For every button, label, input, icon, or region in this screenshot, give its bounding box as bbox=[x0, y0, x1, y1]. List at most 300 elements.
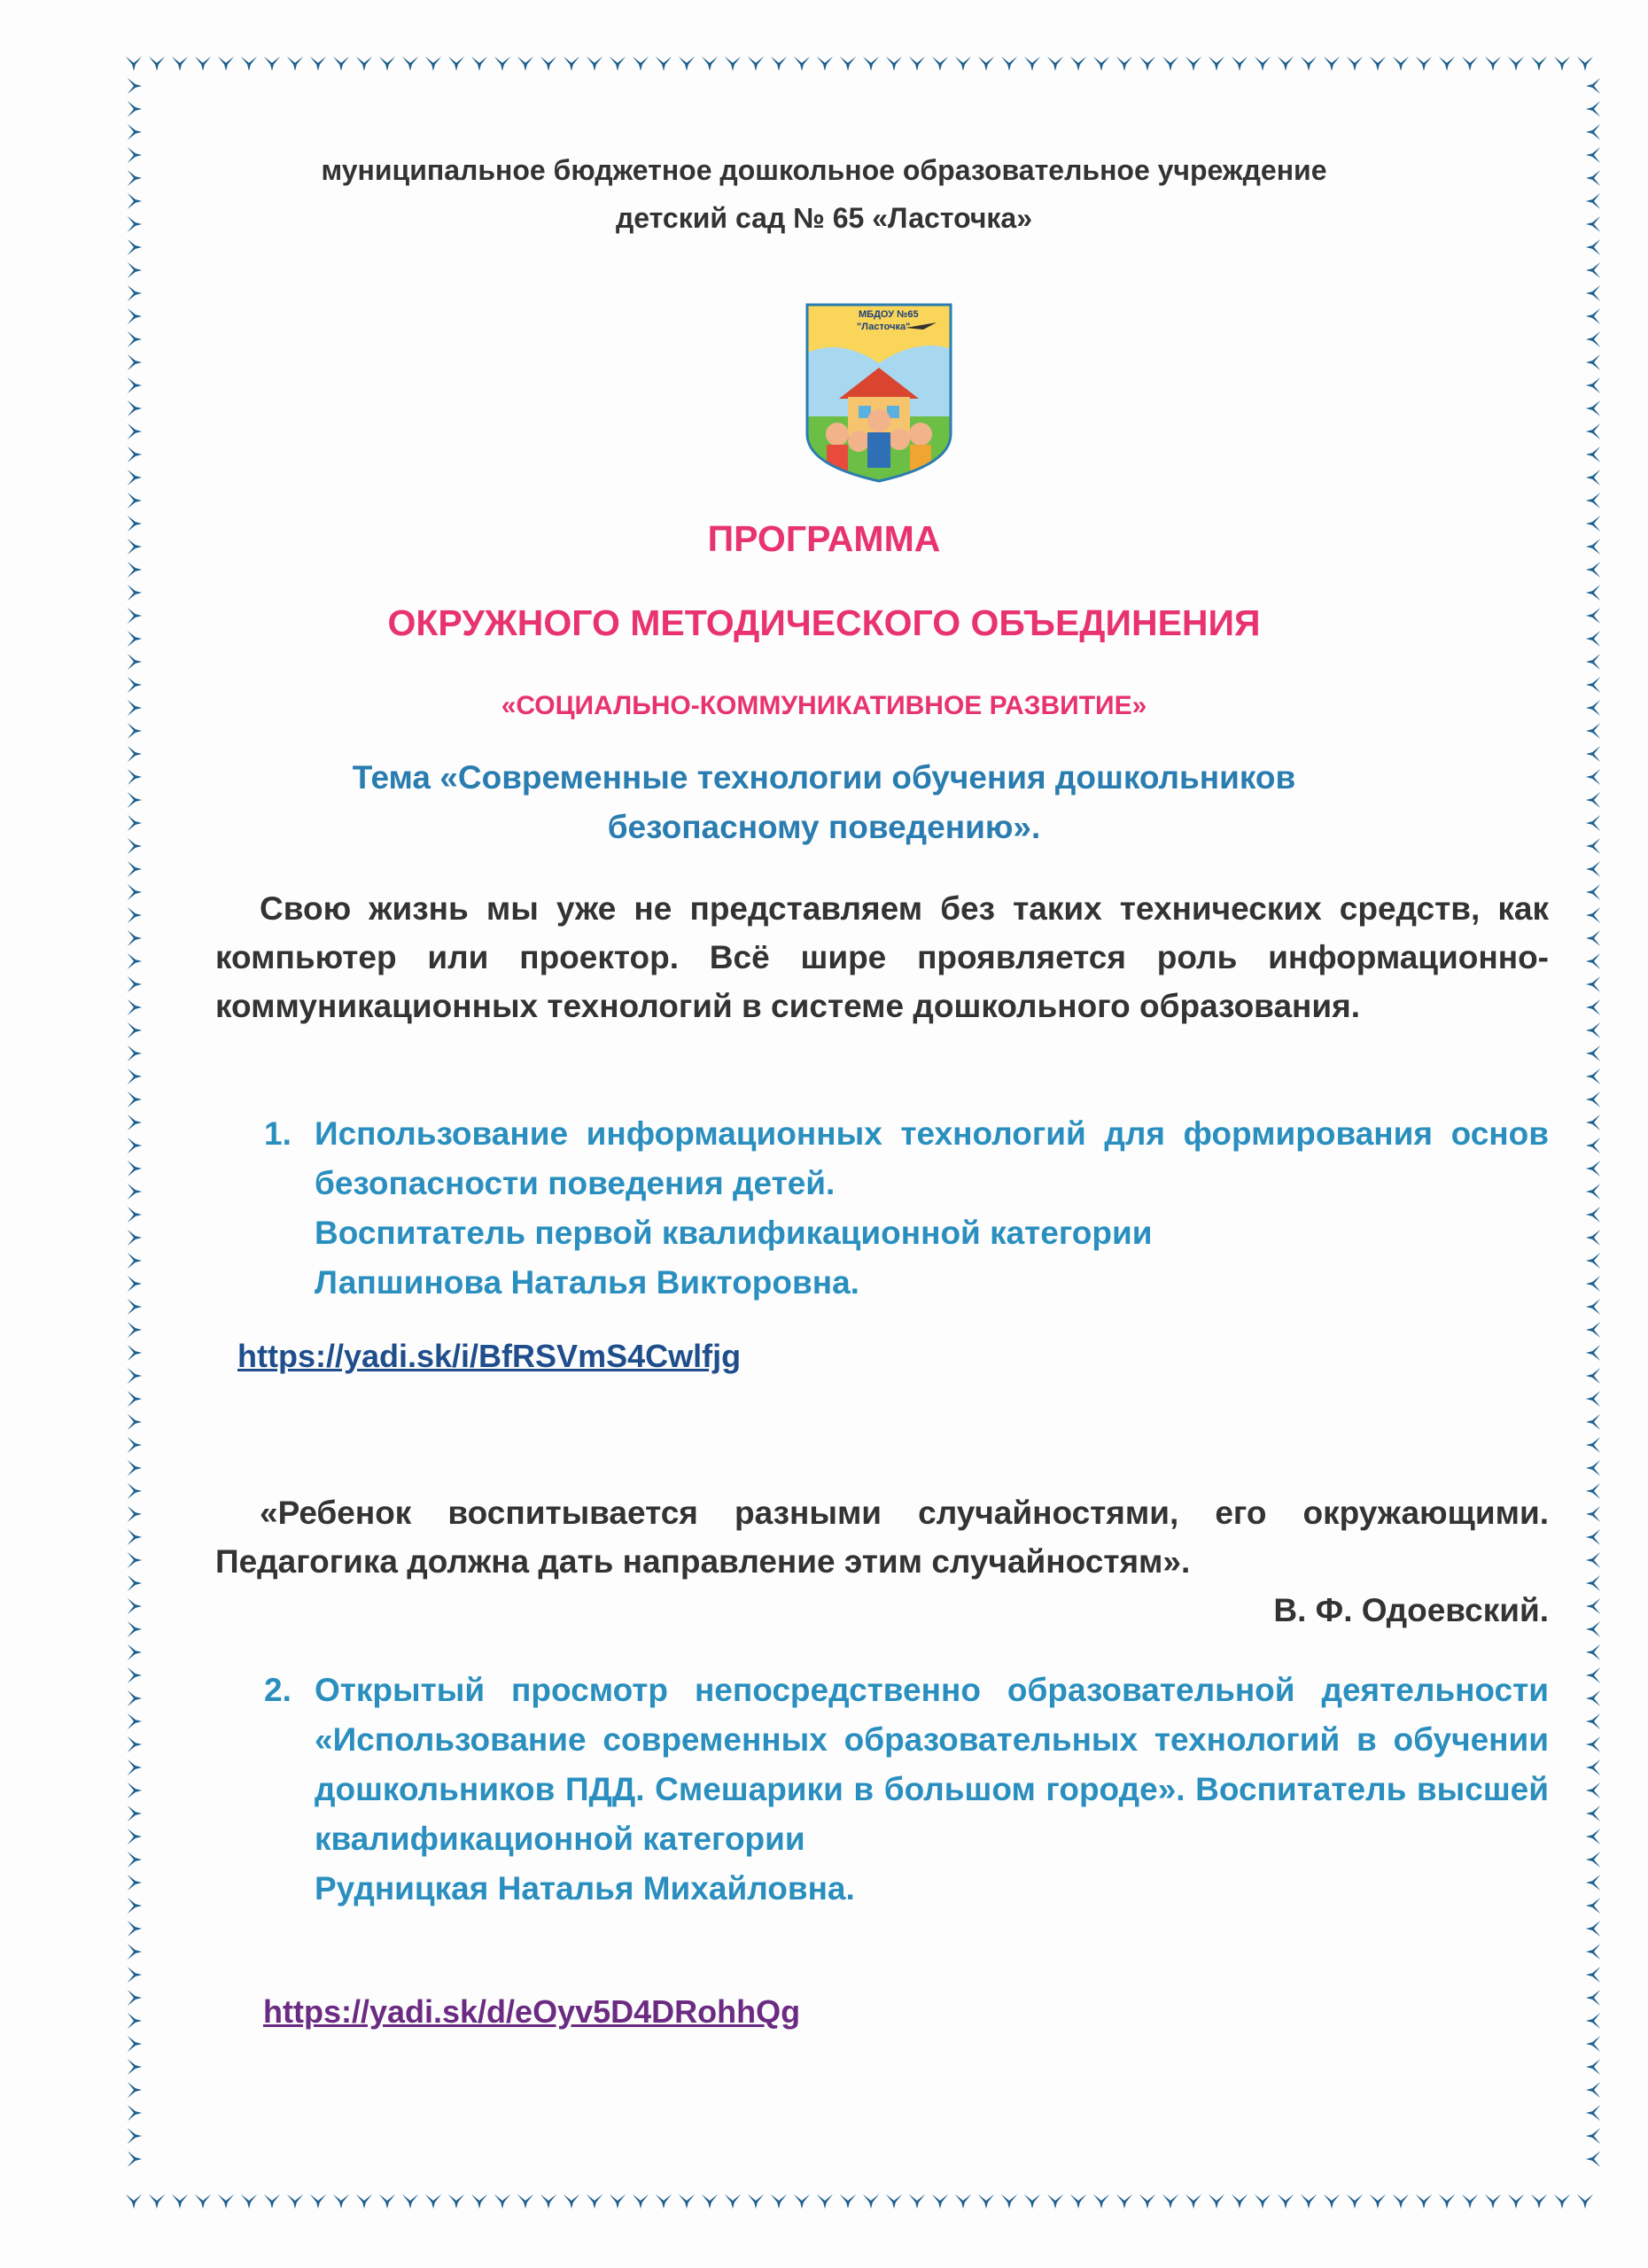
border-bird-icon bbox=[702, 2194, 718, 2210]
border-bird-icon bbox=[128, 78, 143, 94]
border-bird-icon bbox=[128, 1276, 143, 1292]
border-bird-icon bbox=[128, 1736, 143, 1752]
border-bird-icon bbox=[128, 1483, 143, 1499]
border-bird-icon bbox=[1586, 1345, 1601, 1361]
border-bird-icon bbox=[886, 57, 902, 71]
border-bird-icon bbox=[540, 57, 556, 71]
border-bird-icon bbox=[128, 1944, 143, 1960]
border-bird-icon bbox=[1139, 57, 1155, 71]
border-bird-icon bbox=[1070, 2194, 1086, 2210]
border-bird-icon bbox=[128, 953, 143, 969]
border-bird-icon bbox=[1531, 57, 1547, 71]
border-bird-icon bbox=[564, 2194, 579, 2210]
border-bird-icon bbox=[379, 2194, 395, 2210]
border-bird-icon bbox=[1586, 1529, 1601, 1545]
border-bird-icon bbox=[817, 57, 833, 71]
border-bird-icon bbox=[128, 1184, 143, 1200]
border-bird-icon bbox=[1586, 1806, 1601, 1821]
border-bird-icon bbox=[1586, 654, 1601, 670]
border-bird-icon bbox=[656, 57, 672, 71]
border-bird-icon bbox=[1586, 2105, 1601, 2121]
border-bird-icon bbox=[1232, 57, 1248, 71]
topic-line-1: Тема «Современные технологии обучения дошкольников bbox=[352, 759, 1296, 796]
border-bird-icon bbox=[748, 2194, 764, 2210]
border-bird-icon bbox=[172, 2194, 188, 2210]
border-bird-icon bbox=[610, 57, 626, 71]
border-bird-icon bbox=[1586, 1621, 1601, 1637]
border-bird-icon bbox=[1185, 2194, 1201, 2210]
border-bird-icon bbox=[128, 377, 143, 393]
border-bird-icon bbox=[1116, 57, 1132, 71]
border-bird-icon bbox=[1024, 57, 1040, 71]
border-bird-icon bbox=[1586, 2151, 1601, 2167]
border-bird-icon bbox=[1162, 2194, 1178, 2210]
border-bird-icon bbox=[128, 861, 143, 877]
border-bird-icon bbox=[1047, 2194, 1063, 2210]
border-bird-icon bbox=[128, 2013, 143, 2029]
border-bird-icon bbox=[471, 57, 487, 71]
border-bird-icon bbox=[128, 447, 143, 462]
border-bird-icon bbox=[128, 1875, 143, 1891]
border-bird-icon bbox=[909, 2194, 925, 2210]
border-bird-icon bbox=[128, 1022, 143, 1038]
border-bird-icon bbox=[1586, 1115, 1601, 1130]
border-bird-icon bbox=[1586, 1253, 1601, 1269]
border-bird-icon bbox=[128, 124, 143, 140]
border-bird-icon bbox=[128, 1898, 143, 1914]
border-bird-icon bbox=[886, 2194, 902, 2210]
border-bird-icon bbox=[128, 262, 143, 278]
border-bird-icon bbox=[494, 2194, 510, 2210]
item-speaker-name: Рудницкая Наталья Михайловна. bbox=[315, 1870, 855, 1907]
border-bird-icon bbox=[1586, 124, 1601, 140]
border-bird-icon bbox=[128, 1506, 143, 1522]
border-bird-icon bbox=[128, 1713, 143, 1729]
border-bird-icon bbox=[610, 2194, 626, 2210]
border-bird-icon bbox=[1586, 2036, 1601, 2052]
border-bird-icon bbox=[1001, 2194, 1017, 2210]
program-item-1 bbox=[264, 1109, 1549, 1308]
border-bird-icon bbox=[128, 907, 143, 923]
border-bird-icon bbox=[128, 1759, 143, 1775]
border-bird-icon bbox=[725, 2194, 741, 2210]
border-bird-icon bbox=[1586, 1368, 1601, 1384]
border-bird-icon bbox=[287, 2194, 303, 2210]
border-bird-icon bbox=[128, 1115, 143, 1130]
logo-text-line-2: "Ласточка" bbox=[857, 322, 911, 332]
border-bird-icon bbox=[128, 1667, 143, 1683]
border-bird-icon bbox=[1586, 1690, 1601, 1706]
border-bird-icon bbox=[1586, 884, 1601, 900]
border-bird-icon bbox=[128, 1598, 143, 1614]
border-bird-icon bbox=[1586, 1184, 1601, 1200]
border-bird-icon bbox=[128, 2128, 143, 2144]
border-bird-icon bbox=[1586, 1667, 1601, 1683]
border-bird-icon bbox=[128, 1322, 143, 1338]
border-bird-icon bbox=[241, 2194, 257, 2210]
yandex-disk-link-1[interactable]: https://yadi.sk/i/BfRSVmS4Cwlfjg bbox=[237, 1338, 742, 1374]
border-bird-icon bbox=[1047, 57, 1063, 71]
topic-heading bbox=[0, 753, 1648, 852]
border-bird-icon bbox=[195, 57, 211, 71]
border-bird-icon bbox=[128, 1967, 143, 1983]
border-bird-icon bbox=[817, 2194, 833, 2210]
border-bird-icon bbox=[1586, 1990, 1601, 2006]
border-bird-icon bbox=[1586, 1852, 1601, 1868]
border-bird-icon bbox=[656, 2194, 672, 2210]
border-bird-icon bbox=[1586, 1575, 1601, 1591]
border-bird-icon bbox=[1577, 2194, 1593, 2210]
border-bird-icon bbox=[679, 57, 695, 71]
organization-name bbox=[0, 146, 1648, 242]
border-bird-icon bbox=[128, 1299, 143, 1315]
border-bird-icon bbox=[1586, 1045, 1601, 1061]
border-bird-icon bbox=[128, 1414, 143, 1430]
border-bird-icon bbox=[517, 57, 533, 71]
quote-paragraph bbox=[215, 1488, 1549, 1635]
border-bird-icon bbox=[128, 1990, 143, 2006]
border-bird-icon bbox=[128, 1207, 143, 1223]
border-bird-icon bbox=[128, 1921, 143, 1937]
border-bird-icon bbox=[1586, 1783, 1601, 1798]
logo-text-line-1: МБДОУ №65 bbox=[859, 309, 919, 320]
border-bird-icon bbox=[1586, 1276, 1601, 1292]
border-bird-icon bbox=[1586, 308, 1601, 324]
border-bird-icon bbox=[128, 1852, 143, 1868]
border-bird-icon bbox=[1586, 562, 1601, 578]
border-bird-icon bbox=[1162, 57, 1178, 71]
border-bird-icon bbox=[425, 2194, 441, 2210]
border-bird-icon bbox=[128, 285, 143, 301]
border-bird-icon bbox=[1324, 2194, 1340, 2210]
border-bird-icon bbox=[1093, 2194, 1109, 2210]
border-bird-icon bbox=[1586, 1875, 1601, 1891]
item-number: 1. bbox=[264, 1115, 292, 1152]
border-bird-icon bbox=[1209, 2194, 1224, 2210]
border-bird-icon bbox=[128, 1437, 143, 1453]
border-bird-icon bbox=[356, 2194, 372, 2210]
border-bird-icon bbox=[1586, 861, 1601, 877]
item-description: Открытый просмотр непосредственно образовательной деятельности «Использование современных образовательных технологий в обучении дошкольников ПДД. Смешарики в большом городе». Воспитатель высшей квалификационной категории bbox=[315, 1672, 1549, 1857]
border-bird-icon bbox=[1586, 400, 1601, 416]
border-bird-icon bbox=[517, 2194, 533, 2210]
border-bird-icon bbox=[1586, 585, 1601, 601]
border-bird-icon bbox=[1586, 101, 1601, 117]
border-bird-icon bbox=[564, 57, 579, 71]
border-bird-icon bbox=[128, 1045, 143, 1061]
border-bird-icon bbox=[840, 2194, 856, 2210]
border-bird-icon bbox=[128, 1644, 143, 1660]
border-bird-icon bbox=[1485, 57, 1501, 71]
border-bird-icon bbox=[379, 57, 395, 71]
border-bird-icon bbox=[128, 1552, 143, 1568]
border-bird-icon bbox=[356, 57, 372, 71]
border-bird-icon bbox=[1586, 470, 1601, 485]
border-bird-icon bbox=[1301, 57, 1317, 71]
border-bird-icon bbox=[1508, 2194, 1524, 2210]
border-bird-icon bbox=[1586, 1552, 1601, 1568]
border-bird-icon bbox=[1586, 1161, 1601, 1177]
program-subtitle: ОКРУЖНОГО МЕТОДИЧЕСКОГО ОБЪЕДИНЕНИЯ bbox=[387, 602, 1261, 643]
border-bird-icon bbox=[932, 2194, 948, 2210]
border-bird-icon bbox=[128, 1091, 143, 1107]
border-bird-icon bbox=[128, 1391, 143, 1407]
border-bird-icon bbox=[333, 2194, 349, 2210]
item-description: Использование информационных технологий для формирования основ безопасности поведения детей. bbox=[315, 1115, 1549, 1201]
border-bird-icon bbox=[1586, 1414, 1601, 1430]
border-bird-icon bbox=[1586, 1967, 1601, 1983]
border-bird-icon bbox=[1586, 1506, 1601, 1522]
border-bird-icon bbox=[1531, 2194, 1547, 2210]
border-bird-icon bbox=[128, 1690, 143, 1706]
border-bird-icon bbox=[128, 1529, 143, 1545]
border-bird-icon bbox=[128, 562, 143, 578]
border-bird-icon bbox=[128, 1161, 143, 1177]
border-bird-icon bbox=[1586, 331, 1601, 347]
border-bird-icon bbox=[1093, 57, 1109, 71]
border-bird-icon bbox=[794, 2194, 810, 2210]
border-bird-icon bbox=[128, 1806, 143, 1821]
border-bird-icon bbox=[1586, 493, 1601, 509]
border-bird-icon bbox=[149, 57, 165, 71]
border-bird-icon bbox=[1586, 953, 1601, 969]
border-bird-icon bbox=[1554, 57, 1570, 71]
border-bird-icon bbox=[128, 1230, 143, 1246]
border-bird-icon bbox=[128, 884, 143, 900]
border-bird-icon bbox=[1586, 999, 1601, 1015]
border-bird-icon bbox=[128, 1345, 143, 1361]
intro-paragraph: Свою жизнь мы уже не представляем без таких технических средств, как компьютер или проектор. Всё шире проявляется роль информационно-коммуникационных технологий в системе дошкольного образования. bbox=[215, 890, 1549, 1024]
border-bird-icon bbox=[1586, 1921, 1601, 1937]
border-bird-icon bbox=[448, 2194, 464, 2210]
border-bird-icon bbox=[1209, 57, 1224, 71]
border-bird-icon bbox=[725, 57, 741, 71]
border-bird-icon bbox=[932, 57, 948, 71]
border-bird-icon bbox=[1586, 2013, 1601, 2029]
border-bird-icon bbox=[128, 331, 143, 347]
org-line-2: детский сад № 65 «Ласточка» bbox=[615, 202, 1033, 234]
border-bird-icon bbox=[540, 2194, 556, 2210]
border-bird-icon bbox=[1116, 2194, 1132, 2210]
border-bird-icon bbox=[1416, 2194, 1432, 2210]
border-bird-icon bbox=[425, 57, 441, 71]
border-bird-icon bbox=[128, 470, 143, 485]
border-bird-icon bbox=[978, 2194, 994, 2210]
border-bird-icon bbox=[1347, 2194, 1363, 2210]
border-bird-icon bbox=[1324, 57, 1340, 71]
border-bird-icon bbox=[1370, 2194, 1386, 2210]
border-bird-icon bbox=[1001, 57, 1017, 71]
border-bird-icon bbox=[1586, 377, 1601, 393]
border-bird-icon bbox=[310, 57, 326, 71]
border-bird-icon bbox=[1586, 1230, 1601, 1246]
border-bird-icon bbox=[794, 57, 810, 71]
yandex-disk-link-2[interactable]: https://yadi.sk/d/eOyv5D4DRohhQg bbox=[263, 1993, 801, 2030]
item-speaker-role: Воспитатель первой квалификационной категории bbox=[315, 1215, 1153, 1251]
border-bird-icon bbox=[1278, 2194, 1294, 2210]
border-bird-icon bbox=[1586, 1460, 1601, 1476]
border-bird-icon bbox=[471, 2194, 487, 2210]
border-bird-icon bbox=[1393, 57, 1409, 71]
border-bird-icon bbox=[128, 354, 143, 370]
border-bird-icon bbox=[128, 1621, 143, 1637]
border-bird-icon bbox=[1586, 1944, 1601, 1960]
border-bird-icon bbox=[1586, 1644, 1601, 1660]
border-bird-icon bbox=[494, 57, 510, 71]
border-bird-icon bbox=[128, 1783, 143, 1798]
border-bird-icon bbox=[128, 999, 143, 1015]
border-bird-icon bbox=[909, 57, 925, 71]
border-bird-icon bbox=[287, 57, 303, 71]
border-bird-icon bbox=[1586, 1759, 1601, 1775]
border-bird-icon bbox=[128, 1829, 143, 1845]
border-bird-icon bbox=[587, 57, 602, 71]
border-bird-icon bbox=[1485, 2194, 1501, 2210]
border-bird-icon bbox=[126, 57, 142, 71]
border-bird-icon bbox=[863, 57, 879, 71]
border-bird-icon bbox=[333, 57, 349, 71]
border-bird-icon bbox=[128, 1460, 143, 1476]
border-bird-icon bbox=[128, 101, 143, 117]
border-bird-icon bbox=[1586, 2059, 1601, 2075]
org-line-1: муниципальное бюджетное дошкольное образовательное учреждение bbox=[321, 154, 1327, 186]
border-bird-icon bbox=[128, 1138, 143, 1153]
border-bird-icon bbox=[702, 57, 718, 71]
border-bird-icon bbox=[128, 1575, 143, 1591]
border-bird-icon bbox=[1586, 1022, 1601, 1038]
border-bird-icon bbox=[1586, 285, 1601, 301]
border-bird-icon bbox=[128, 1368, 143, 1384]
border-bird-icon bbox=[1185, 57, 1201, 71]
border-bird-icon bbox=[1393, 2194, 1409, 2210]
border-bird-icon bbox=[1586, 1391, 1601, 1407]
quote-author: В. Ф. Одоевский. bbox=[1273, 1592, 1549, 1628]
border-bird-icon bbox=[1370, 57, 1386, 71]
border-bird-icon bbox=[1586, 1736, 1601, 1752]
border-bird-icon bbox=[128, 585, 143, 601]
border-bird-icon bbox=[1586, 1068, 1601, 1084]
border-bird-icon bbox=[264, 2194, 280, 2210]
border-bird-icon bbox=[1139, 2194, 1155, 2210]
border-bird-icon bbox=[1586, 1437, 1601, 1453]
border-bird-icon bbox=[128, 976, 143, 992]
border-bird-icon bbox=[149, 2194, 165, 2210]
border-bird-icon bbox=[128, 1068, 143, 1084]
border-bird-icon bbox=[1586, 447, 1601, 462]
border-bird-icon bbox=[1070, 57, 1086, 71]
border-bird-icon bbox=[172, 57, 188, 71]
border-bird-icon bbox=[863, 2194, 879, 2210]
border-bird-icon bbox=[1586, 2082, 1601, 2098]
border-bird-icon bbox=[1255, 57, 1271, 71]
item-number: 2. bbox=[264, 1672, 292, 1708]
border-bird-icon bbox=[1439, 2194, 1455, 2210]
border-bird-icon bbox=[128, 930, 143, 946]
border-bird-icon bbox=[1232, 2194, 1248, 2210]
border-bird-icon bbox=[1255, 2194, 1271, 2210]
border-bird-icon bbox=[1586, 1713, 1601, 1729]
border-bird-icon bbox=[840, 57, 856, 71]
border-bird-icon bbox=[310, 2194, 326, 2210]
quote-text: «Ребенок воспитывается разными случайностями, его окружающими. Педагогика должна дать направление этим случайностям». bbox=[215, 1495, 1549, 1580]
border-bird-icon bbox=[128, 493, 143, 509]
border-bird-icon bbox=[264, 57, 280, 71]
border-bird-icon bbox=[633, 2194, 649, 2210]
border-bird-icon bbox=[633, 57, 649, 71]
border-bird-icon bbox=[1577, 57, 1593, 71]
border-bird-icon bbox=[1347, 57, 1363, 71]
border-bird-icon bbox=[128, 2082, 143, 2098]
border-bird-icon bbox=[955, 57, 971, 71]
kindergarten-logo bbox=[804, 301, 954, 483]
border-bird-icon bbox=[1301, 2194, 1317, 2210]
border-bird-icon bbox=[402, 57, 418, 71]
border-bird-icon bbox=[679, 2194, 695, 2210]
program-title: ПРОГРАММА bbox=[707, 518, 941, 559]
program-item-2 bbox=[264, 1666, 1549, 1914]
border-bird-icon bbox=[1586, 930, 1601, 946]
border-bird-icon bbox=[1586, 907, 1601, 923]
border-bird-icon bbox=[128, 400, 143, 416]
border-bird-icon bbox=[1586, 354, 1601, 370]
border-bird-icon bbox=[126, 2194, 142, 2210]
border-bird-icon bbox=[448, 57, 464, 71]
border-bird-icon bbox=[1586, 262, 1601, 278]
topic-line-2: безопасному поведению». bbox=[607, 809, 1041, 845]
border-bird-icon bbox=[1586, 1483, 1601, 1499]
border-bird-icon bbox=[1586, 1207, 1601, 1223]
border-bird-icon bbox=[128, 2151, 143, 2167]
border-bird-icon bbox=[1508, 57, 1524, 71]
border-bird-icon bbox=[1462, 57, 1478, 71]
border-bird-icon bbox=[955, 2194, 971, 2210]
border-bird-icon bbox=[1586, 1598, 1601, 1614]
border-bird-icon bbox=[1439, 57, 1455, 71]
border-bird-icon bbox=[748, 57, 764, 71]
border-bird-icon bbox=[1278, 57, 1294, 71]
border-bird-icon bbox=[128, 2105, 143, 2121]
border-bird-icon bbox=[218, 2194, 234, 2210]
border-bird-icon bbox=[771, 2194, 787, 2210]
border-bird-icon bbox=[128, 1253, 143, 1269]
item-speaker-name: Лапшинова Наталья Викторовна. bbox=[315, 1264, 859, 1301]
border-bird-icon bbox=[1024, 2194, 1040, 2210]
border-bird-icon bbox=[1586, 1898, 1601, 1914]
border-bird-icon bbox=[1586, 1091, 1601, 1107]
border-bird-icon bbox=[128, 723, 143, 739]
border-bird-icon bbox=[1586, 976, 1601, 992]
border-bird-icon bbox=[771, 57, 787, 71]
border-bird-icon bbox=[128, 2059, 143, 2075]
border-bird-icon bbox=[1586, 723, 1601, 739]
border-bird-icon bbox=[128, 2036, 143, 2052]
border-bird-icon bbox=[587, 2194, 602, 2210]
border-bird-icon bbox=[218, 57, 234, 71]
border-bird-icon bbox=[978, 57, 994, 71]
border-bird-icon bbox=[1586, 78, 1601, 94]
border-bird-icon bbox=[1586, 1829, 1601, 1845]
border-bird-icon bbox=[1586, 423, 1601, 439]
border-bird-icon bbox=[195, 2194, 211, 2210]
border-bird-icon bbox=[1416, 57, 1432, 71]
border-bird-icon bbox=[1554, 2194, 1570, 2210]
border-bird-icon bbox=[128, 423, 143, 439]
border-bird-icon bbox=[128, 308, 143, 324]
border-bird-icon bbox=[1462, 2194, 1478, 2210]
border-bird-icon bbox=[402, 2194, 418, 2210]
direction-title: «СОЦИАЛЬНО-КОММУНИКАТИВНОЕ РАЗВИТИЕ» bbox=[501, 691, 1147, 720]
border-bird-icon bbox=[241, 57, 257, 71]
